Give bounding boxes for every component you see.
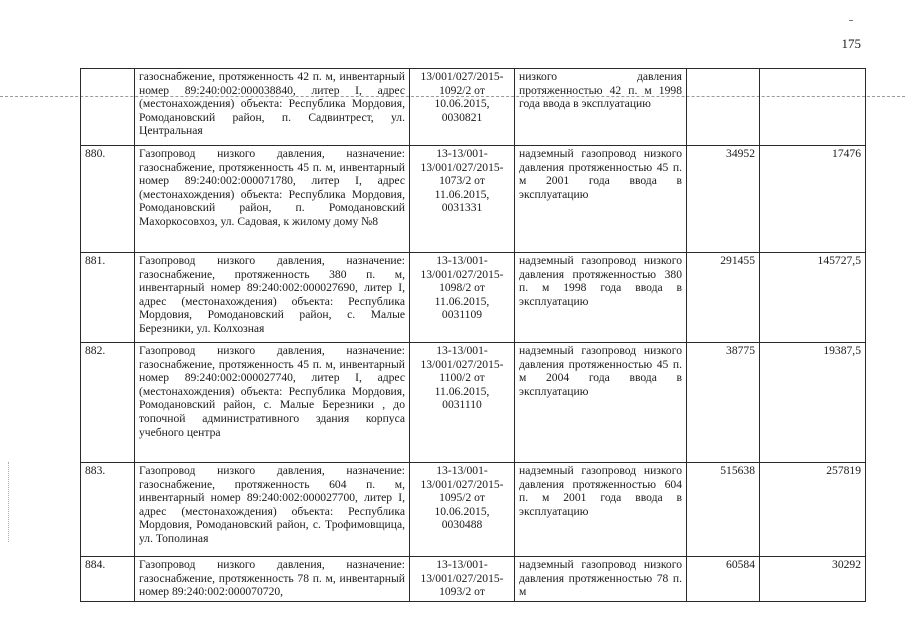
registration-line: 13-13/001- bbox=[436, 254, 488, 267]
residual-value: 19387,5 bbox=[760, 343, 866, 463]
book-value: 291455 bbox=[687, 253, 760, 343]
row-number: 884. bbox=[81, 557, 135, 602]
object-description: Газопровод низкого давления, назначение: газоснабжение, протяженность 604 п. м, инвентарный номер 89:240:002:000027700, литер I, адрес (местонахождения) объекта: Республика Мордовия, Ромодановский район, с. Трофимовщица, ул. Тополиная bbox=[135, 463, 410, 557]
table-row bbox=[81, 343, 866, 463]
object-characteristics: надземный газопровод низкого давления протяженностью 45 п. м 2001 года ввода в эксплуатацию bbox=[515, 146, 687, 253]
residual-value: 17476 bbox=[760, 146, 866, 253]
registration-record bbox=[410, 69, 515, 146]
registration-record bbox=[410, 146, 515, 253]
row-number: 880. bbox=[81, 146, 135, 253]
object-characteristics: надземный газопровод низкого давления протяженностью 45 п. м 2004 года ввода в эксплуатацию bbox=[515, 343, 687, 463]
registration-record bbox=[410, 557, 515, 602]
residual-value: 257819 bbox=[760, 463, 866, 557]
registration-record bbox=[410, 463, 515, 557]
registration-line: 11.06.2015, bbox=[434, 187, 490, 201]
book-value: 515638 bbox=[687, 463, 760, 557]
registration-line: 0031109 bbox=[441, 308, 483, 322]
table-row bbox=[81, 557, 866, 602]
registration-line: 1093/2 от bbox=[439, 585, 485, 599]
table-row bbox=[81, 146, 866, 253]
object-characteristics: низкого давления протяженностью 42 п. м 1998 года ввода в эксплуатацию bbox=[515, 69, 687, 146]
object-description: Газопровод низкого давления, назначение: газоснабжение, протяженность 45 п. м, инвентарный номер 89:240:002:000071780, литер I, адрес (местонахождения) объекта: Республика Мордовия, Ромодановский район, п. Ромодановский Махоркосовхоз, ул. Садовая, к жилому дому №8 bbox=[135, 146, 410, 253]
residual-value: 145727,5 bbox=[760, 253, 866, 343]
object-description: Газопровод низкого давления, назначение: газоснабжение, протяженность 78 п. м, инвентарный номер 89:240:002:000070720, bbox=[135, 557, 410, 602]
registration-line: 0030821 bbox=[441, 110, 483, 124]
registration-line: 1092/2 от bbox=[439, 83, 485, 97]
registration-line: 13/001/027/2015- bbox=[420, 571, 504, 585]
object-characteristics: надземный газопровод низкого давления протяженностью 380 п. м 1998 года ввода в эксплуатацию bbox=[515, 253, 687, 343]
registration-line: 1100/2 от bbox=[439, 371, 485, 385]
registration-record bbox=[410, 253, 515, 343]
book-value bbox=[687, 69, 760, 146]
registration-line: 13-13/001- bbox=[436, 147, 488, 160]
table-row bbox=[81, 69, 866, 146]
registration-line: 11.06.2015, bbox=[434, 384, 490, 398]
registration-line: 13-13/001- bbox=[436, 464, 488, 477]
row-number bbox=[81, 69, 135, 146]
object-description: Газопровод низкого давления, назначение: газоснабжение, протяженность 380 п. м, инвентарный номер 89:240:002:000027690, литер I, адрес (местонахождения) объекта: Республика Мордовия, Ромодановский район, с. Малые Березники, ул. Колхозная bbox=[135, 253, 410, 343]
registration-line: 10.06.2015, bbox=[434, 504, 490, 518]
registration-line: 0031110 bbox=[442, 398, 482, 412]
residual-value bbox=[760, 69, 866, 146]
book-value: 60584 bbox=[687, 557, 760, 602]
registration-line: 11.06.2015, bbox=[434, 294, 490, 308]
registration-line: 0030488 bbox=[441, 518, 483, 532]
row-number: 882. bbox=[81, 343, 135, 463]
page-top-mark bbox=[849, 20, 853, 21]
object-characteristics: надземный газопровод низкого давления протяженностью 78 п. м bbox=[515, 557, 687, 602]
registration-line: 13/001/027/2015- bbox=[420, 357, 504, 371]
registration-line: 13/001/027/2015- bbox=[420, 477, 504, 491]
object-characteristics: надземный газопровод низкого давления протяженностью 604 п. м 2001 года ввода в эксплуатацию bbox=[515, 463, 687, 557]
registration-line: 13/001/027/2015- bbox=[420, 70, 504, 83]
registration-line: 0031331 bbox=[441, 201, 483, 215]
object-description: Газопровод низкого давления, назначение: газоснабжение, протяженность 45 п. м, инвентарный номер 89:240:002:000027740, литер I, адрес (местонахождения) объекта: Республика Мордовия, Ромодановский район, с. Малые Березники , до топочной административного здания корпуса учебного центра bbox=[135, 343, 410, 463]
registration-line: 13/001/027/2015- bbox=[420, 160, 504, 174]
object-description: газоснабжение, протяженность 42 п. м, инвентарный номер 89:240:002:000038840, литер I, адрес (местонахождения) объекта: Республика Мордовия, Ромодановский район, п. Садвинтрест, ул. Центральная bbox=[135, 69, 410, 146]
table-row bbox=[81, 253, 866, 343]
residual-value: 30292 bbox=[760, 557, 866, 602]
book-value: 34952 bbox=[687, 146, 760, 253]
scan-margin-specks bbox=[8, 462, 11, 542]
registration-record bbox=[410, 343, 515, 463]
table-row bbox=[81, 463, 866, 557]
page-number: 175 bbox=[841, 36, 861, 51]
registration-line: 13-13/001- bbox=[436, 558, 488, 571]
registration-line: 1073/2 от bbox=[439, 174, 485, 188]
row-number: 881. bbox=[81, 253, 135, 343]
property-registry-table bbox=[80, 68, 866, 602]
registration-line: 13-13/001- bbox=[436, 344, 488, 357]
registration-line: 13/001/027/2015- bbox=[420, 267, 504, 281]
registration-line: 10.06.2015, bbox=[434, 97, 490, 111]
row-number: 883. bbox=[81, 463, 135, 557]
registration-line: 1098/2 от bbox=[439, 281, 485, 295]
book-value: 38775 bbox=[687, 343, 760, 463]
registration-line: 1095/2 от bbox=[439, 491, 485, 505]
